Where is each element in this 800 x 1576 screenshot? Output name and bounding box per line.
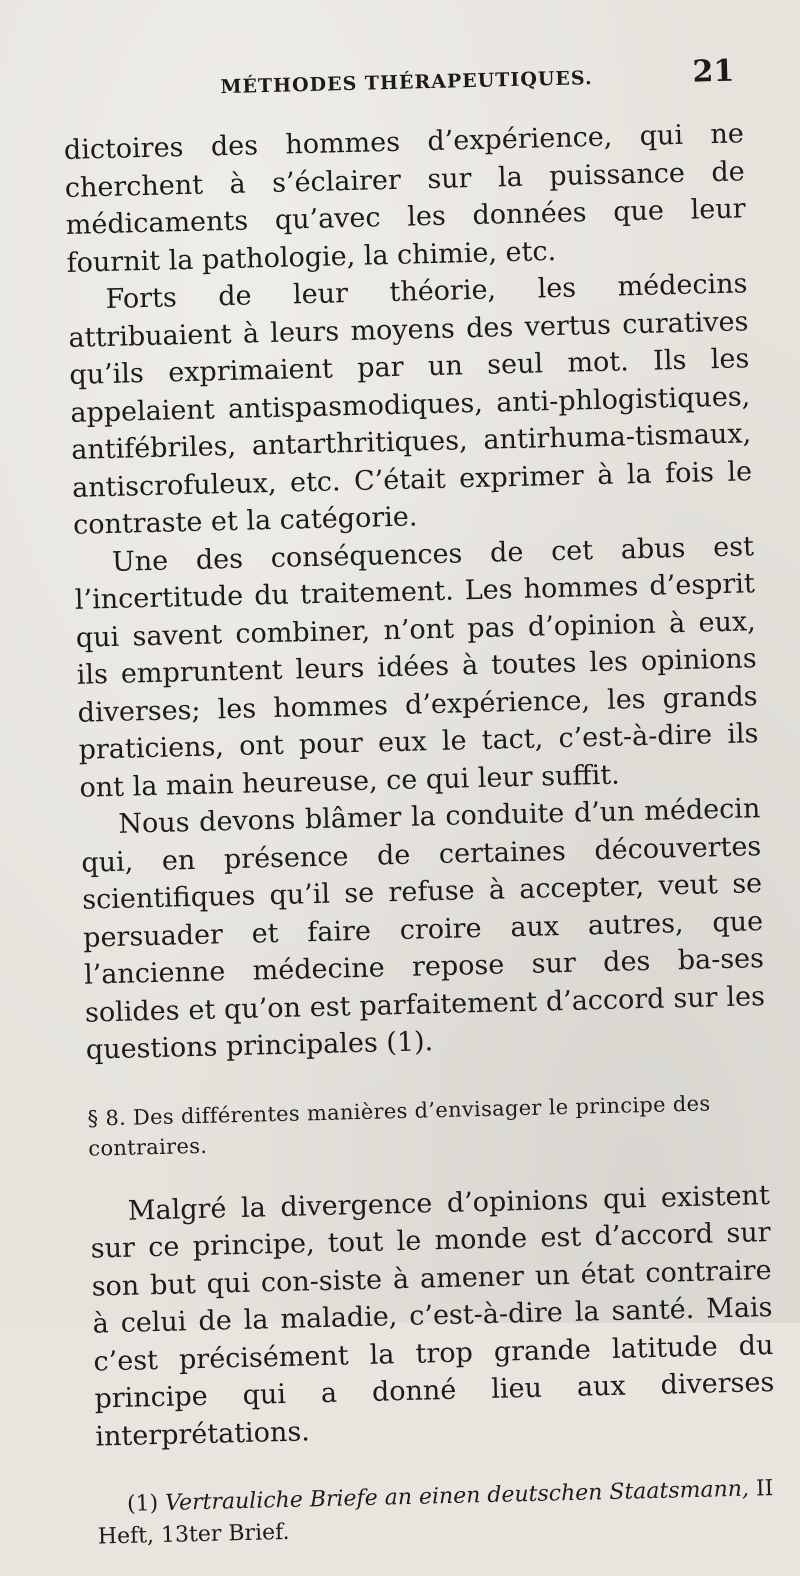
page-header bbox=[62, 53, 743, 110]
paragraph-continued: dictoires des hommes d’expérience, qui ne cherchent à s’éclairer sur la puissance de médicaments qu’avec les données que leur fournit la pathologie, la chimie, etc. bbox=[63, 118, 746, 279]
footnote-title: Vertrauliche Briefe an einen deutschen Staatsmann, bbox=[164, 1476, 750, 1516]
footnote-rest: II Heft, 13ter Brief. bbox=[97, 1476, 774, 1550]
body-text bbox=[64, 115, 767, 1069]
running-head: MÉTHODES THÉRAPEUTIQUES. bbox=[220, 67, 593, 99]
section-paragraph: Malgré la divergence d’opinions qui existent sur ce principe, tout le monde est d’accord sur son but qui con-siste à amener un état contraire à celui de la maladie, c’est-à-dire la santé. Mais c’est précisément la trop grande latitude du principe qui a donné lieu aux diverses interprétations. bbox=[90, 1179, 775, 1453]
section-heading: § 8. Des différentes manières d’envisager le principe des contraires. bbox=[87, 1090, 711, 1161]
footnote bbox=[97, 1473, 778, 1554]
paragraph: Nous devons blâmer la conduite d’un médecin qui, en présence de certaines découvertes scientifiques qu’il se refuse à accepter, veut se persuader et faire croire aux autres, que l’ancienne médecine repose sur des ba-ses solides et qu’on est parfaitement d’accord sur les questions principales (1). bbox=[80, 793, 766, 1066]
paragraph: Forts de leur théorie, les médecins attribuaient à leurs moyens des vertus curatives qu’ils exprimaient par un seul mot. Ils les appelaient antispasmodiques, anti-phlogistiques, antifébriles, antarthritiques, antirhuma-tismaux, antiscrofuleux, etc. C’était exprimer à la fois le contraste et la catégorie. bbox=[68, 268, 753, 541]
page-number: 21 bbox=[692, 53, 735, 90]
footnote-marker: (1) bbox=[126, 1491, 159, 1517]
paragraph: Une des conséquences de cet abus est l’incertitude du traitement. Les hommes d’esprit qui savent combiner, n’ont pas d’opinion à eux, ils empruntent leurs idées à toutes les opinions diverses; les hommes d’expérience, les grands praticiens, ont pour eux le tact, c’est-à-dire ils ont la main heureuse, ce qui leur suffit. bbox=[74, 530, 759, 804]
page-content bbox=[62, 53, 779, 1575]
